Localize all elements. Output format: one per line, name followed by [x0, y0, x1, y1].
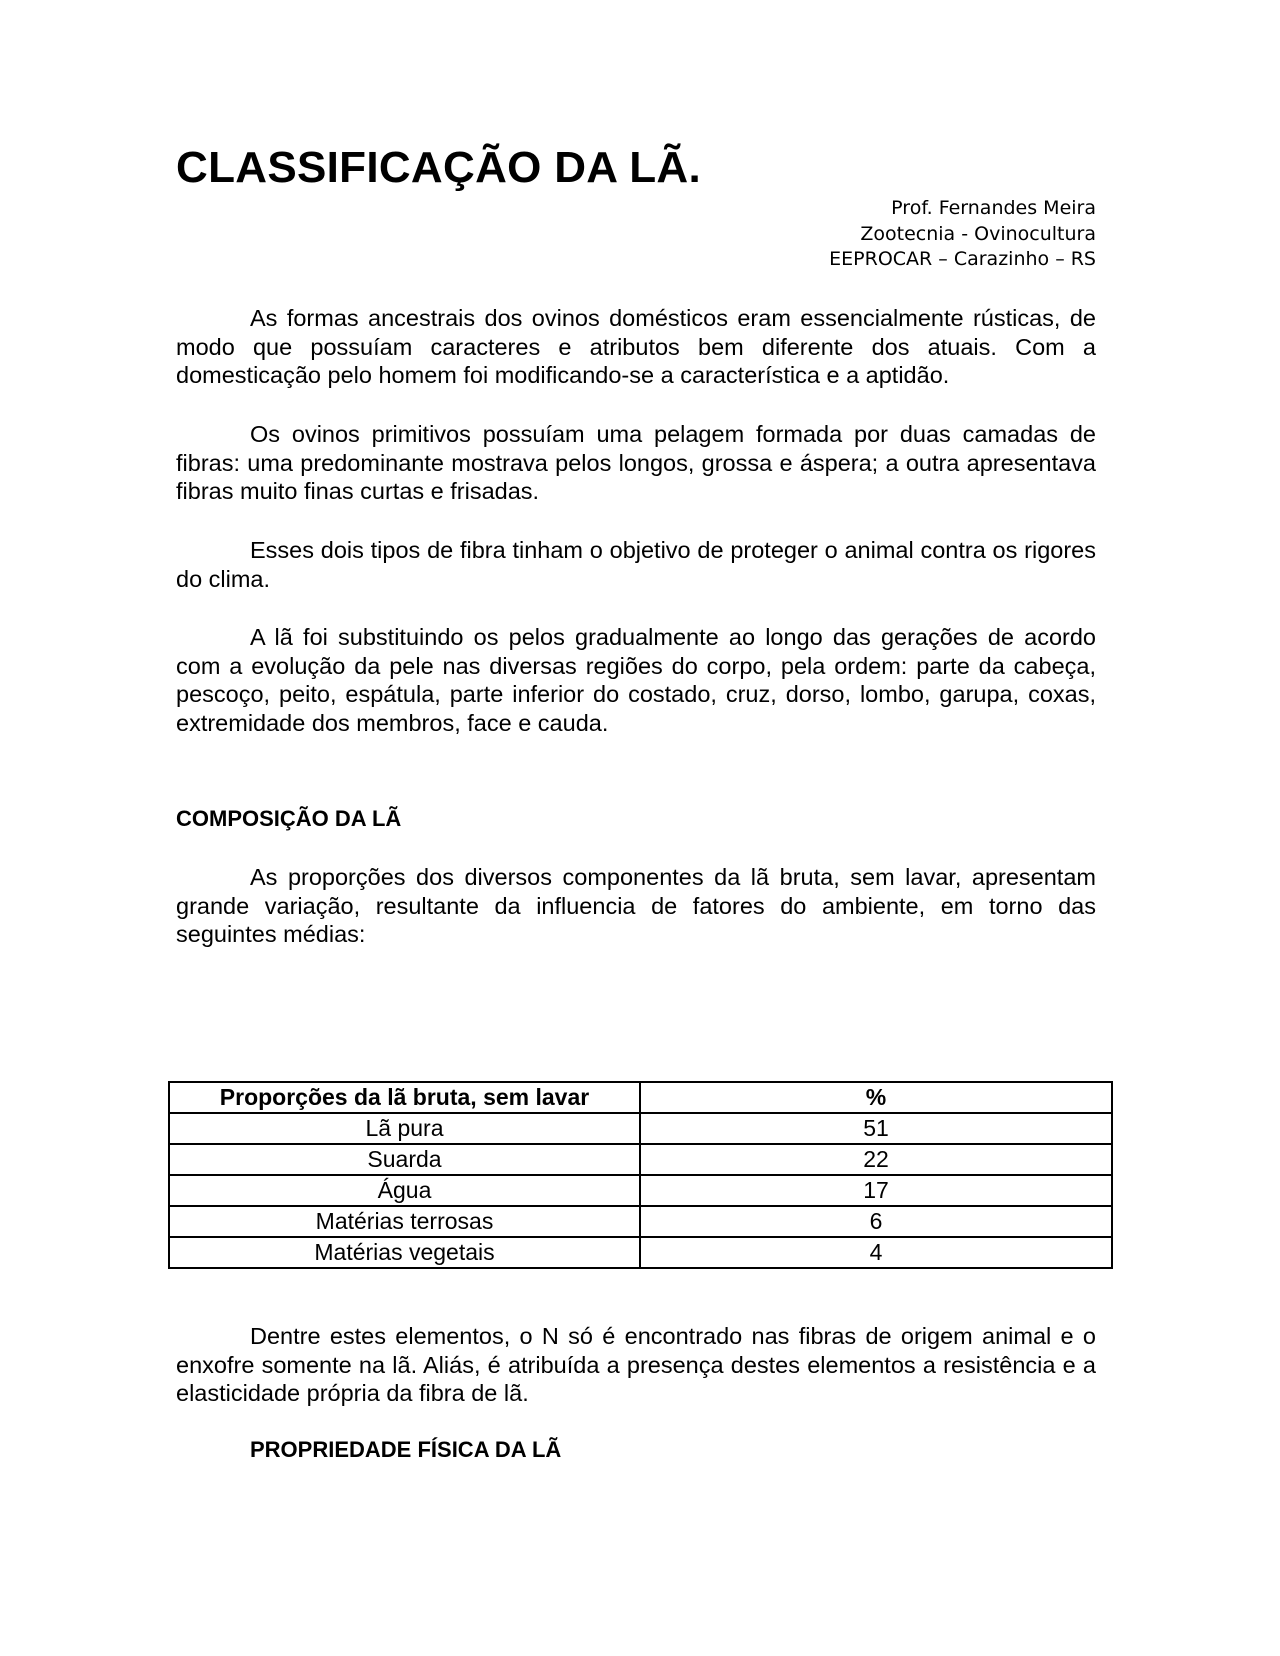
author-course: Zootecnia - Ovinocultura [860, 222, 1096, 245]
table-row [169, 1113, 1112, 1144]
author-name: Prof. Fernandes Meira [891, 197, 1096, 219]
table-header-component: Proporções da lã bruta, sem lavar [169, 1082, 640, 1113]
table-row [169, 1237, 1112, 1268]
table-cell-percent: 17 [640, 1175, 1112, 1206]
paragraph-ancestral: As formas ancestrais dos ovinos domésticos eram essencialmente rústicas, de modo que possuíam caracteres e atributos bem diferente dos atuais. Com a domesticação pelo homem foi modificando-se a característica e a aptidão. [176, 305, 1096, 388]
table-header-percent: % [640, 1082, 1112, 1113]
table-header-row [169, 1082, 1112, 1113]
table-row [169, 1175, 1112, 1206]
table-row [169, 1206, 1112, 1237]
paragraph-elements: Dentre estes elementos, o N só é encontrado nas fibras de origem animal e o enxofre somente na lã. Aliás, é atribuída a presença destes elementos a resistência e a elasticidade própria da fibra de lã. [176, 1323, 1096, 1406]
paragraph-fiber-types: Esses dois tipos de fibra tinham o objetivo de proteger o animal contra os rigores do clima. [176, 537, 1096, 592]
table-cell-component: Matérias terrosas [169, 1206, 640, 1237]
table-cell-component: Lã pura [169, 1113, 640, 1144]
table-cell-component: Suarda [169, 1144, 640, 1175]
table-cell-component: Água [169, 1175, 640, 1206]
author-block [829, 196, 1096, 273]
table-row [169, 1144, 1112, 1175]
wool-composition-table [168, 1081, 1113, 1269]
table-cell-percent: 22 [640, 1144, 1112, 1175]
paragraph-primitive: Os ovinos primitivos possuíam uma pelagem formada por duas camadas de fibras: uma predominante mostrava pelos longos, grossa e áspera; a outra apresentava fibras muito finas curtas e frisadas. [176, 421, 1096, 504]
table-cell-percent: 6 [640, 1206, 1112, 1237]
table-cell-percent: 4 [640, 1237, 1112, 1268]
table-cell-percent: 51 [640, 1113, 1112, 1144]
section-heading-physical: PROPRIEDADE FÍSICA DA LÃ [250, 1437, 562, 1462]
table-cell-component: Matérias vegetais [169, 1237, 640, 1268]
paragraph-composition-intro: As proporções dos diversos componentes da lã bruta, sem lavar, apresentam grande variação, resultante da influencia de fatores do ambiente, em torno das seguintes médias: [176, 864, 1096, 947]
document-title: CLASSIFICAÇÃO DA LÃ. [176, 143, 702, 192]
section-heading-composition: COMPOSIÇÃO DA LÃ [176, 806, 402, 831]
author-institution: EEPROCAR – Carazinho – RS [829, 248, 1096, 270]
paragraph-substitution: A lã foi substituindo os pelos gradualmente ao longo das gerações de acordo com a evolução da pele nas diversas regiões do corpo, pela ordem: parte da cabeça, pescoço, peito, espátula, parte inferior do costado, cruz, dorso, lombo, garupa, coxas, extremidade dos membros, face e cauda. [176, 624, 1096, 736]
